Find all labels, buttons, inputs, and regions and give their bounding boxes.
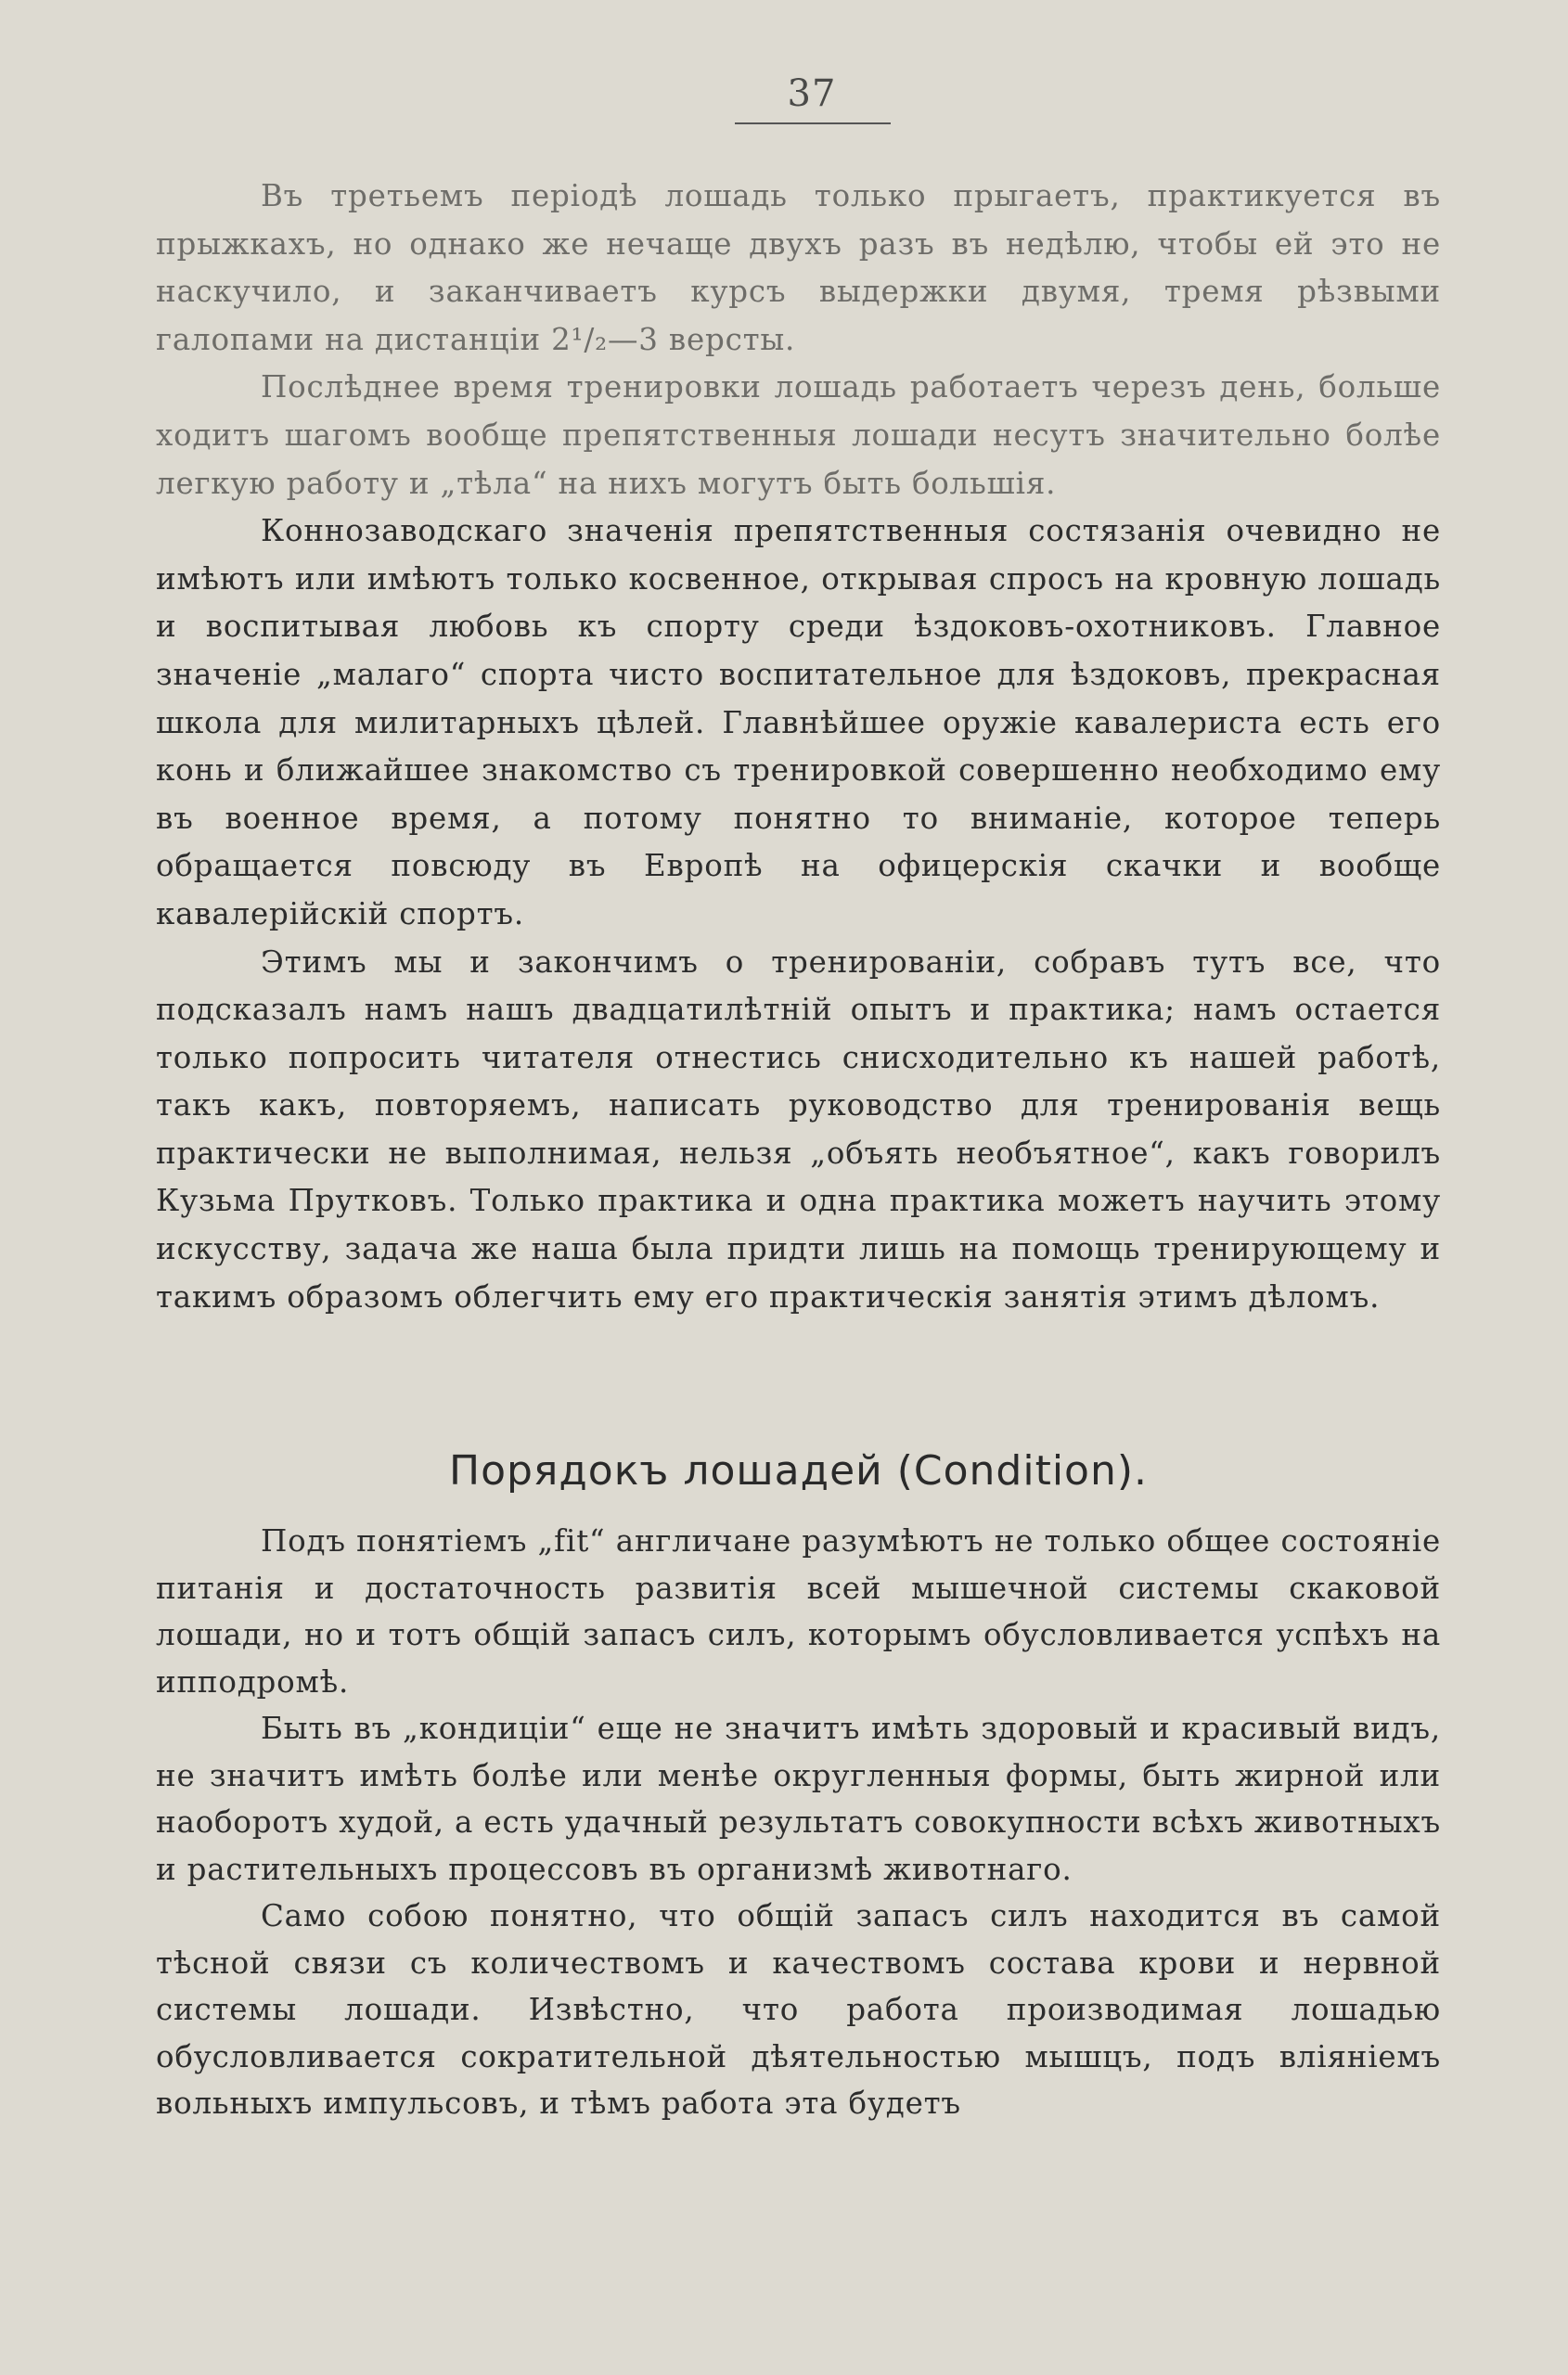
page-number: 37 [787, 72, 837, 115]
paragraph: Въ третьемъ періодѣ лошадь только прыгаетъ, практикуется въ прыжкахъ, но однако же нечаще двухъ разъ въ недѣлю, чтобы ей это не наскучило, и заканчиваетъ курсъ выдержки двумя, тремя рѣзвыми галопами на дистанціи 2¹/₂—3 версты. [156, 178, 1441, 357]
section-heading: Порядокъ лошадей (Condition). [448, 1447, 1149, 1495]
paragraph: Коннозаводскаго значенія препятственныя состязанія очевидно не имѣютъ или имѣютъ только косвенное, открывая спросъ на кровную лошадь и воспитывая любовь къ спорту среди ѣздоковъ-охотниковъ. Главное значеніе „малаго“ спорта чисто воспитательное для ѣздоковъ, прекрасная школа для милитарныхъ цѣлей. Главнѣйшее оружіе кавалериста есть его конь и ближайшее знакомство съ тренировкой совершенно необходимо ему въ военное время, а потому понятно то вниманіе, которое теперь обращается повсюду въ Европѣ на офицерскія скачки и вообще кавалерійскій спортъ. [156, 513, 1441, 931]
paragraph: Подъ понятіемъ „fit“ англичане разумѣютъ не только общее состояніе питанія и достаточность развитія всей мышечной системы скаковой лошади, но и тотъ общій запасъ силъ, которымъ обусловливается успѣхъ на ипподромѣ. [156, 1523, 1441, 1700]
paragraph: Послѣднее время тренировки лошадь работаетъ черезъ день, больше ходитъ шагомъ вообще препятственныя лошади несутъ значительно болѣе легкую работу и „тѣла“ на нихъ могутъ быть большія. [156, 369, 1441, 501]
page-number-rule [735, 122, 891, 124]
section-condition [156, 1518, 1441, 2127]
section-training-conclusion [156, 173, 1441, 1321]
paragraph: Быть въ „кондиціи“ еще не значитъ имѣть здоровый и красивый видъ, не значитъ имѣть болѣе или менѣе округленныя формы, быть жирной или наоборотъ худой, а есть удачный результатъ совокупности всѣхъ животныхъ и растительныхъ процессовъ въ организмѣ животнаго. [156, 1711, 1441, 1887]
paragraph: Само собою понятно, что общій запасъ силъ находится въ самой тѣсной связи съ количествомъ и качествомъ состава крови и нервной системы лошади. Извѣстно, что работа производимая лошадью обусловливается сократительной дѣятельностью мышцъ, подъ вліяніемъ вольныхъ импульсовъ, и тѣмъ работа эта будетъ [156, 1898, 1441, 2121]
paragraph: Этимъ мы и закончимъ о тренированіи, собравъ тутъ все, что подсказалъ намъ нашъ двадцатилѣтній опытъ и практика; намъ остается только попросить читателя отнестись снисходительно къ нашей работѣ, такъ какъ, повторяемъ, написать руководство для тренированія вещь практически не выполнимая, нельзя „объять необъятное“, какъ говорилъ Кузьма Прутковъ. Только практика и одна практика можетъ научить этому искусству, задача же наша была придти лишь на помощь тренирующему и такимъ образомъ облегчить ему его практическія занятія этимъ дѣломъ. [156, 944, 1441, 1315]
